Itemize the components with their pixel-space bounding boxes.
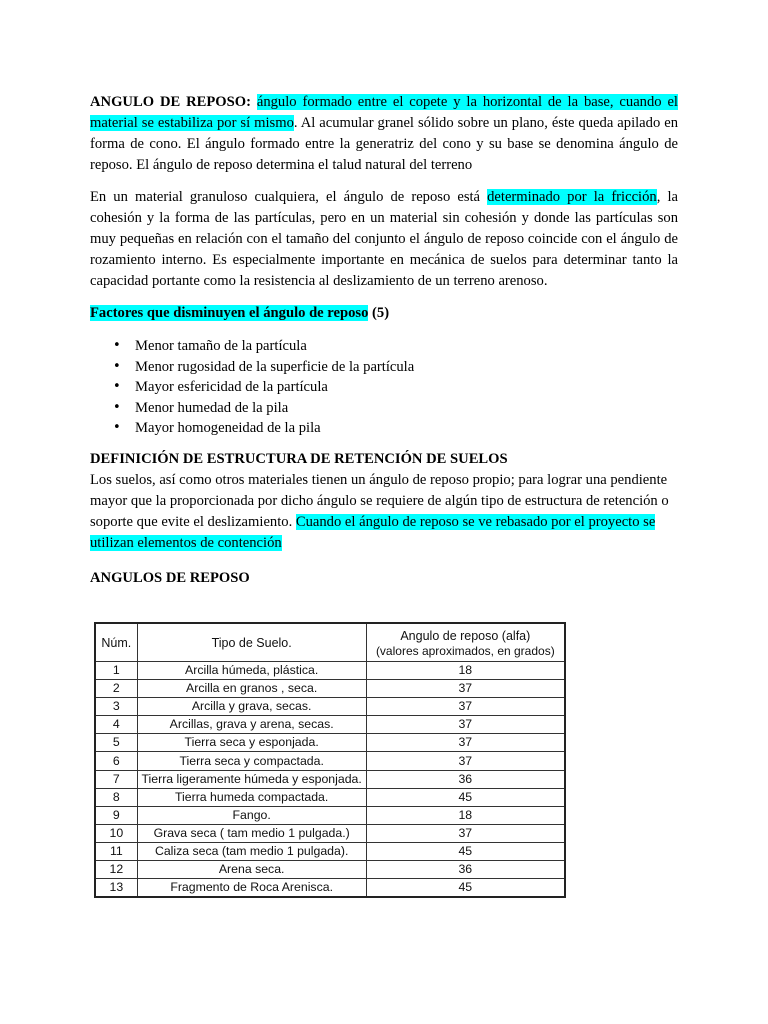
cell-angulo: 37 bbox=[366, 698, 565, 716]
definition-heading bbox=[90, 449, 678, 470]
cell-angulo: 36 bbox=[366, 770, 565, 788]
paragraph2-before: En un material granuloso cualquiera, el ángulo de reposo está bbox=[90, 189, 488, 205]
cell-num: 10 bbox=[95, 824, 137, 842]
cell-tipo: Arcillas, grava y arena, secas. bbox=[137, 716, 366, 734]
cell-tipo: Caliza seca (tam medio 1 pulgada). bbox=[137, 842, 366, 860]
cell-angulo: 37 bbox=[366, 824, 565, 842]
list-item: • Menor tamaño de la partícula bbox=[135, 336, 678, 357]
cell-num: 13 bbox=[95, 879, 137, 898]
table-row bbox=[95, 680, 565, 698]
cell-num: 7 bbox=[95, 770, 137, 788]
definition-rest: . Al acumular granel sólido sobre un plano, éste queda apilado en forma de cono. El ángulo formado entre la generatriz del cono y su base se denomina ángulo de reposo. El ángulo de reposo determina el talud natural del terreno bbox=[90, 115, 679, 173]
cell-tipo: Arcilla y grava, secas. bbox=[137, 698, 366, 716]
paragraph2-after: , la cohesión y la forma de las partículas, pero en un material sin cohesión y donde las partículas son muy pequeñas en relación con el tamaño del conjunto el ángulo de reposo coincide con el ángulo de rozamiento interno. Es especialmente importante en mecánica de suelos para determinar tanto la capacidad portante como la resistencia al deslizamiento de un terreno arenoso. bbox=[90, 189, 678, 289]
factors-reference: (5) bbox=[368, 305, 390, 321]
cell-num: 4 bbox=[95, 716, 137, 734]
cell-angulo: 36 bbox=[366, 861, 565, 879]
cell-num: 2 bbox=[95, 680, 137, 698]
header-angulo-title: Angulo de reposo (alfa) bbox=[400, 628, 531, 643]
table-row bbox=[95, 842, 565, 860]
cell-num: 12 bbox=[95, 861, 137, 879]
term-angulo-de-reposo: ANGULO DE REPOSO: bbox=[90, 94, 251, 110]
paragraph-granular-material bbox=[90, 187, 678, 292]
definition-text: Los suelos, así como otros materiales tienen un ángulo de reposo propio; para lograr una pendiente mayor que la proporcionada por dicho ángulo se requiere de algún tipo de estructura de retención o soporte que evite el deslizamiento. bbox=[90, 471, 669, 530]
header-tipo: Tipo de Suelo. bbox=[137, 623, 366, 662]
cell-angulo: 18 bbox=[366, 662, 565, 680]
cell-angulo: 37 bbox=[366, 680, 565, 698]
cell-angulo: 37 bbox=[366, 752, 565, 770]
table-row bbox=[95, 788, 565, 806]
table-row bbox=[95, 861, 565, 879]
cell-tipo: Tierra seca y compactada. bbox=[137, 752, 366, 770]
table-row bbox=[95, 662, 565, 680]
table-header-row bbox=[95, 623, 565, 662]
cell-tipo: Grava seca ( tam medio 1 pulgada.) bbox=[137, 824, 366, 842]
cell-tipo: Fragmento de Roca Arenisca. bbox=[137, 879, 366, 898]
table-row bbox=[95, 879, 565, 898]
factors-heading bbox=[90, 303, 678, 324]
table-row bbox=[95, 734, 565, 752]
cell-angulo: 45 bbox=[366, 788, 565, 806]
factors-list bbox=[90, 336, 678, 439]
table-row bbox=[95, 752, 565, 770]
highlighted-containment: Cuando el ángulo de reposo se ve rebasado por el proyecto se utilizan elementos de contención bbox=[90, 513, 656, 551]
header-angulo-subtitle: (valores aproximados, en grados) bbox=[375, 643, 555, 658]
document-page bbox=[90, 92, 678, 609]
soil-angle-table bbox=[94, 622, 566, 898]
cell-tipo: Arena seca. bbox=[137, 861, 366, 879]
angulos-heading bbox=[90, 568, 678, 589]
cell-angulo: 45 bbox=[366, 879, 565, 898]
factors-heading-highlight: Factores que disminuyen el ángulo de reposo bbox=[90, 305, 369, 321]
cell-tipo: Fango. bbox=[137, 806, 366, 824]
soil-angle-table-figure bbox=[94, 622, 566, 898]
list-item: • Mayor homogeneidad de la pila bbox=[135, 418, 678, 439]
table-row bbox=[95, 806, 565, 824]
cell-angulo: 37 bbox=[366, 734, 565, 752]
table-row bbox=[95, 770, 565, 788]
paragraph-retention-structure bbox=[90, 470, 678, 554]
list-item: • Mayor esfericidad de la partícula bbox=[135, 377, 678, 398]
highlighted-friction: determinado por la fricción bbox=[487, 189, 657, 205]
cell-num: 6 bbox=[95, 752, 137, 770]
angulos-heading-text: ANGULOS DE REPOSO bbox=[90, 569, 250, 586]
table-row bbox=[95, 716, 565, 734]
cell-num: 11 bbox=[95, 842, 137, 860]
cell-num: 9 bbox=[95, 806, 137, 824]
table-row bbox=[95, 824, 565, 842]
cell-tipo: Arcilla en granos , seca. bbox=[137, 680, 366, 698]
highlighted-definition: ángulo formado entre el copete y la horizontal de la base, cuando el material se estabiliza por sí mismo bbox=[90, 94, 678, 131]
cell-num: 1 bbox=[95, 662, 137, 680]
header-num: Núm. bbox=[95, 623, 137, 662]
cell-tipo: Tierra humeda compactada. bbox=[137, 788, 366, 806]
paragraph-angle-definition bbox=[90, 92, 678, 176]
cell-angulo: 45 bbox=[366, 842, 565, 860]
list-item: • Menor rugosidad de la superficie de la partícula bbox=[135, 357, 678, 378]
cell-num: 3 bbox=[95, 698, 137, 716]
cell-num: 8 bbox=[95, 788, 137, 806]
cell-num: 5 bbox=[95, 734, 137, 752]
cell-tipo: Tierra seca y esponjada. bbox=[137, 734, 366, 752]
table-row bbox=[95, 698, 565, 716]
cell-tipo: Tierra ligeramente húmeda y esponjada. bbox=[137, 770, 366, 788]
definition-heading-text: DEFINICIÓN DE ESTRUCTURA DE RETENCIÓN DE SUELOS bbox=[90, 450, 508, 467]
cell-angulo: 37 bbox=[366, 716, 565, 734]
cell-tipo: Arcilla húmeda, plástica. bbox=[137, 662, 366, 680]
list-item: • Menor humedad de la pila bbox=[135, 398, 678, 419]
header-angulo bbox=[366, 623, 565, 662]
cell-angulo: 18 bbox=[366, 806, 565, 824]
